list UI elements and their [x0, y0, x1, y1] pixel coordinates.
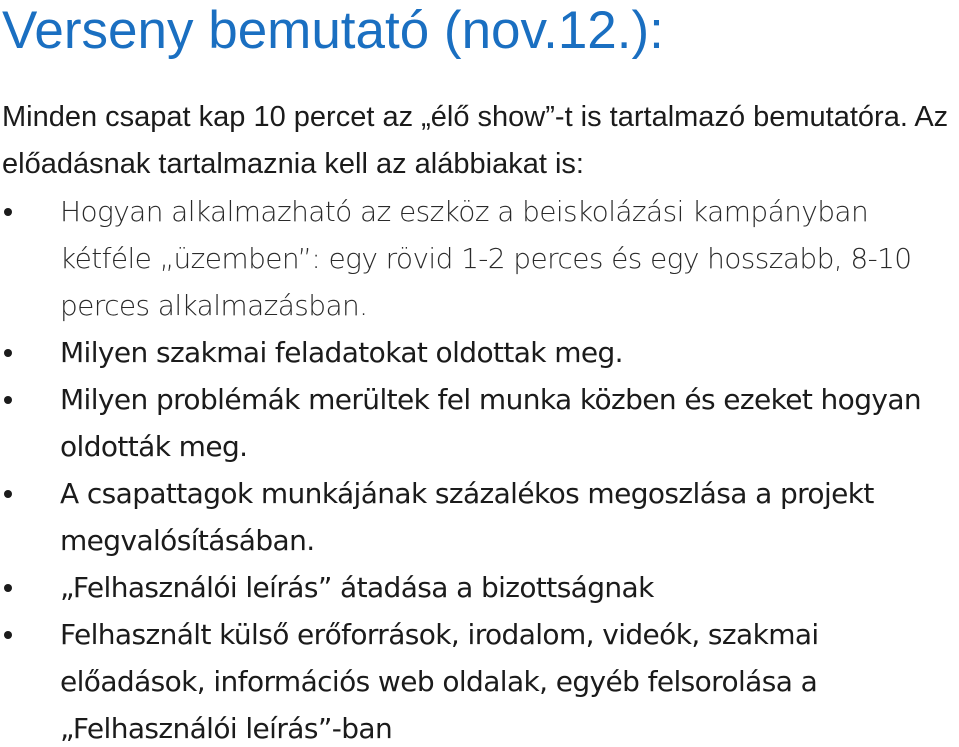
list-item-text: „Felhasználói leírás” átadása a bizottságnak: [60, 571, 654, 604]
list-item: [0, 611, 959, 747]
bullet-dot: [4, 349, 12, 357]
bullet-dot: [4, 396, 12, 404]
list-item: [0, 329, 959, 376]
list-item-text: Milyen szakmai feladatokat oldottak meg.: [60, 336, 623, 369]
list-item: [0, 188, 959, 329]
list-item-text: Milyen problémák merültek fel munka közben és ezeket hogyan oldották meg.: [60, 383, 922, 463]
list-item: [0, 564, 959, 611]
list-item-text: A csapattagok munkájának százalékos megoszlása a projekt megvalósításában.: [60, 477, 874, 557]
bullet-dot: [4, 631, 12, 639]
slide-title: Verseny bemutató (nov.12.):: [2, 1, 664, 60]
intro-paragraph: Minden csapat kap 10 percet az „élő show”-t is tartalmazó bemutatóra. Az előadásnak tartalmaznia kell az alábbiakat is:: [2, 101, 949, 180]
bullet-dot: [4, 208, 12, 216]
list-item-text: Felhasznált külső erőforrások, irodalom, videók, szakmai előadások, információs web oldalak, egyéb felsorolása a „Felhasználói leírás”-ban: [60, 618, 819, 745]
requirements-list: [0, 188, 959, 747]
list-item-text: Hogyan alkalmazható az eszköz a beiskolázási kampányban kétféle „üzemben”: egy rövid 1-2 perces és egy hosszabb, 8-10 perces alkalmazásban.: [60, 195, 912, 322]
bullet-dot: [4, 584, 12, 592]
list-item: [0, 376, 959, 470]
list-item: [0, 470, 959, 564]
bullet-dot: [4, 490, 12, 498]
